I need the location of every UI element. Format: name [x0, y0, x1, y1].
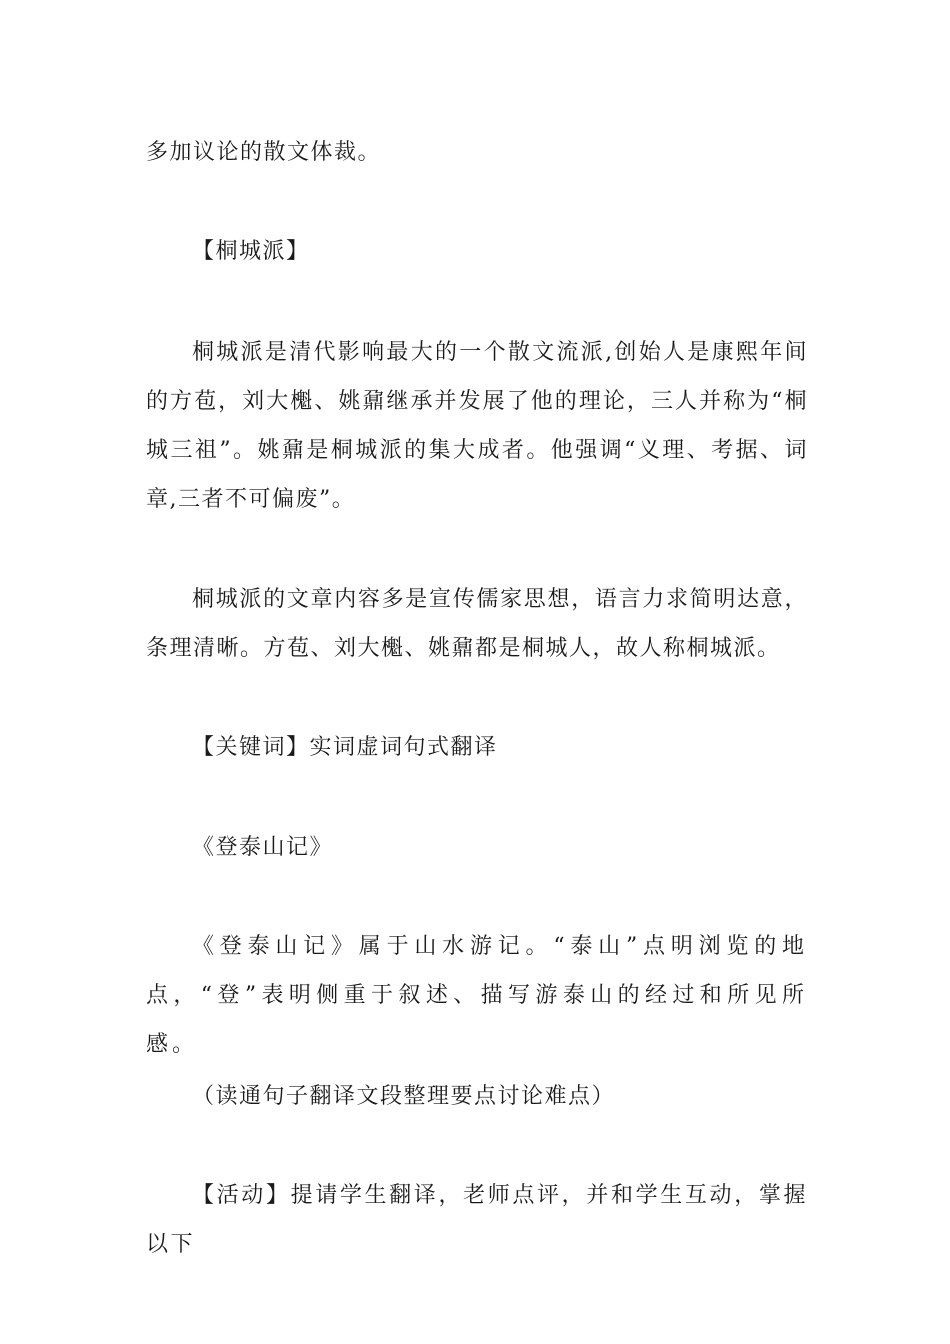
section-heading-tongcheng: 【桐城派】 — [192, 239, 310, 264]
paragraph-title-explanation: 《登泰山记》属于山水游记。“泰山”点明浏览的地点，“登”表明侧重于叙述、描写游泰山的经过和所见所感。 — [146, 934, 808, 1057]
section-heading-title: 《登泰山记》 — [192, 835, 334, 860]
activity-steps-note: （读通句子翻译文段整理要点讨论难点） — [192, 1084, 616, 1109]
paragraph-tongcheng-intro: 桐城派是清代影响最大的一个散文流派,创始人是康熙年间的方苞，刘大櫆、姚鼐继承并发展了他的理论，三人并称为“桐城三祖”。姚鼐是桐城派的集大成者。他强调“义理、考据、词章,三者不可偏废”。 — [146, 340, 808, 512]
keywords-line: 【关键词】实词虚词句式翻译 — [192, 735, 498, 760]
paragraph-tongcheng-style: 桐城派的文章内容多是宣传儒家思想，语言力求简明达意，条理清晰。方苞、刘大櫆、姚鼐都是桐城人，故人称桐城派。 — [146, 587, 808, 661]
paragraph-continuation: 多加议论的散文体裁。 — [146, 140, 382, 165]
paragraph-activity: 【活动】提请学生翻译，老师点评，并和学生互动，掌握以下 — [146, 1183, 808, 1257]
